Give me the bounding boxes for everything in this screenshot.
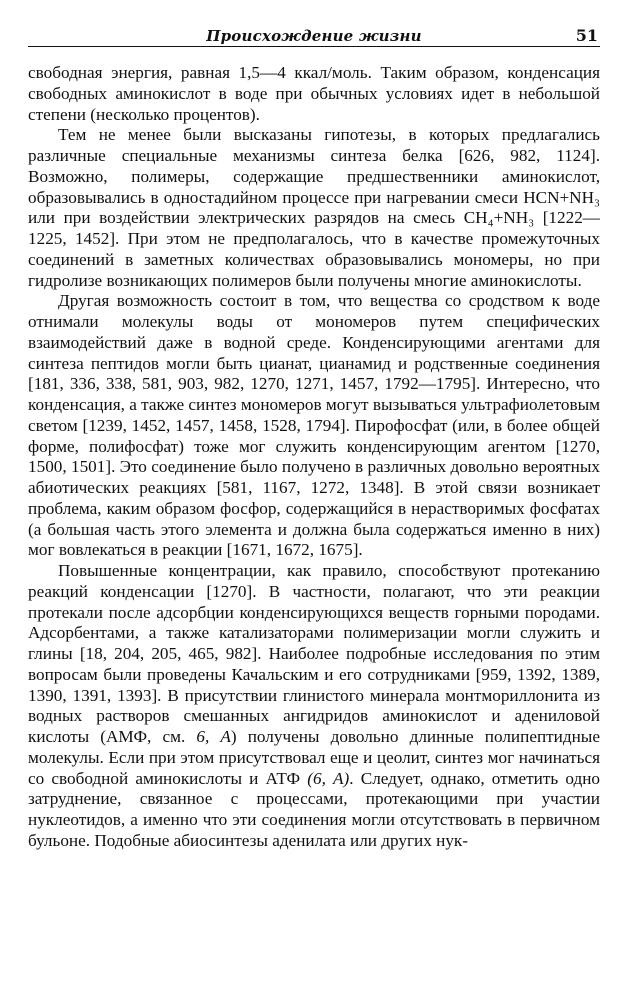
paragraph-4-text-end: . Следует, однако, отметить одно затруднение, связанное с процессами, протекающими при участии нуклеотидов, а именно что эти соединения могли отсутствовать в первичном бульоне. Подобные абиосинтезы аденилата или других нук- bbox=[28, 768, 601, 850]
chapter-title: Происхождение жизни bbox=[206, 27, 422, 45]
paragraph-3: Другая возможность состоит в том, что вещества со сродством к воде отнимали молекулы воды от мономеров путем специфических взаимодействий даже в водной среде. Конденсирующими агентами для синтеза пептидов могли быть цианат, цианамид и родственные соединения [181, 336, 338, 581, 903, 982, 1270, 1271, 1457, 1792—1795]. Интересно, что конденсация, а также синтез мономеров могут вызываться ультрафиолетовым светом [1239, 1452, 1457, 1458, 1528, 1794]. Пирофосфат (или, в более общей форме, полифосфат) тоже мог служить конденсирующим агентом [1270, 1500, 1501]. Это соединение было получено в различных довольно вероятных абиотических реакциях [581, 1167, 1272, 1348]. В этой связи возникает проблема, каким образом фосфор, содержащийся в нерастворимых фосфатах (а большая часть этого элемента и должна была содержаться именно в них) мог вовлекаться в реакции [1671, 1672, 1675]. bbox=[28, 291, 600, 560]
paragraph-4-text-middle: ) получены довольно длинные полипептидные молекулы. Если при этом присутствовал еще и цеолит, синтез мог начинаться со свободной аминокислоты и АТФ bbox=[28, 727, 600, 788]
running-header bbox=[28, 22, 600, 47]
body-text bbox=[28, 63, 600, 852]
paragraph-1: свободная энергия, равная 1,5—4 ккал/моль. Таким образом, конденсация свободных аминокислот в воде при обычных условиях идет в небольшой степени (несколько процентов). bbox=[28, 63, 600, 124]
paragraph-4-text-start: Повышенные концентрации, как правило, способствуют протеканию реакций конденсации [1270]. В частности, полагают, что эти реакции протекали после адсорбции конденсирующихся веществ горными породами. Адсорбентами, а также катализаторами полимеризации могли служить и глины [18, 204, 205, 465, 982]. Наиболее подробные исследования по этим вопросам были проведены Качальским и его сотрудниками [959, 1392, 1389, 1390, 1391, 1393]. В присутствии глинистого минерала монтмориллонита из водных растворов смешанных ангидридов аминокислот и адениловой кислоты (АМФ, см. bbox=[28, 561, 600, 746]
paragraph-4 bbox=[28, 561, 600, 852]
book-page bbox=[28, 22, 600, 982]
figure-reference: 6, А bbox=[196, 727, 231, 746]
paragraph-2: Тем не менее были высказаны гипотезы, в которых предлагались различные специальные механизмы синтеза белка [626, 982, 1124]. Возможно, полимеры, содержащие предшественники аминокислот, образовывались в одностадийном процессе при нагревании смеси HCN+NH₃ или при воздействии электрических разрядов на смесь CH₄+NH₃ [1222—1225, 1452]. При этом не предполагалось, что в качестве промежуточных соединений в заметных количествах образовывались мономеры, но при гидролизе возникающих полимеров были получены многие аминокислоты. bbox=[28, 125, 600, 290]
figure-reference: (6, А) bbox=[307, 768, 350, 788]
page-number: 51 bbox=[575, 26, 598, 45]
